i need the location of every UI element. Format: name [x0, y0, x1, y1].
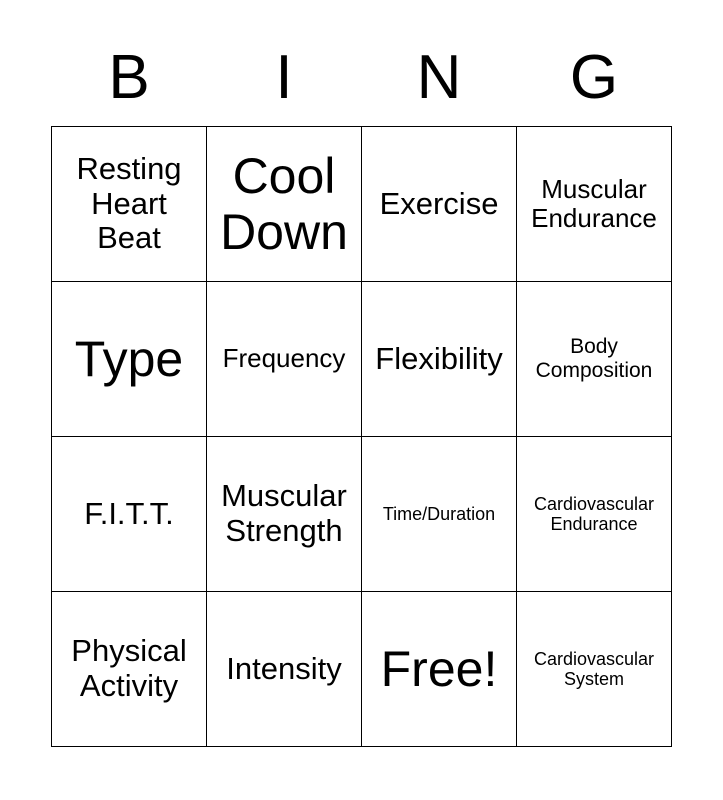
bingo-cell[interactable]: Time/Duration [362, 437, 517, 592]
bingo-cell[interactable]: Muscular Strength [207, 437, 362, 592]
bingo-header-letter-n: N [416, 43, 462, 112]
bingo-cell[interactable]: Resting Heart Beat [52, 127, 207, 282]
bingo-cell-free[interactable]: Free! [362, 592, 517, 747]
bingo-header-letter-i: I [275, 43, 293, 112]
bingo-cell[interactable]: F.I.T.T. [52, 437, 207, 592]
bingo-cell[interactable]: Type [52, 282, 207, 437]
bingo-row [52, 127, 672, 282]
bingo-cell[interactable]: Intensity [207, 592, 362, 747]
bingo-cell[interactable]: Muscular Endurance [517, 127, 672, 282]
bingo-header-letter-g: G [569, 43, 619, 112]
bingo-grid [51, 126, 672, 747]
bingo-cell[interactable]: Cardiovascular Endurance [517, 437, 672, 592]
bingo-header-letter-b: B [108, 43, 150, 112]
bingo-row [52, 592, 672, 747]
bingo-cell[interactable]: Flexibility [362, 282, 517, 437]
bingo-row [52, 437, 672, 592]
bingo-cell[interactable]: Exercise [362, 127, 517, 282]
bingo-cell[interactable]: Physical Activity [52, 592, 207, 747]
bingo-cell[interactable]: Cool Down [207, 127, 362, 282]
bingo-row [52, 282, 672, 437]
bingo-header [52, 0, 672, 114]
bingo-cell[interactable]: Frequency [207, 282, 362, 437]
bingo-cell[interactable]: Cardiovascular System [517, 592, 672, 747]
bingo-cell[interactable]: Body Composition [517, 282, 672, 437]
